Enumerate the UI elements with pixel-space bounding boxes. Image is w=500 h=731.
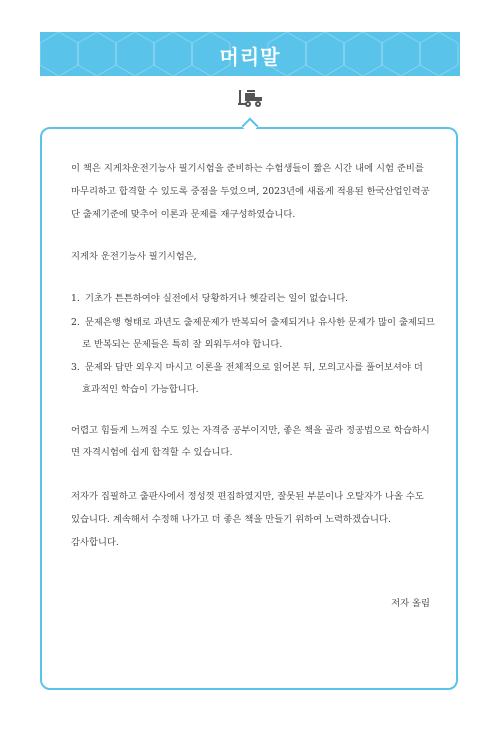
intro-line: 단 출제기준에 맞추어 이론과 문제를 재구성하였습니다. bbox=[71, 209, 296, 220]
intro-line: 이 책은 지게차운전기능사 필기시험을 준비하는 수험생들이 짧은 시간 내에 시험 준비를 bbox=[71, 163, 424, 174]
list-text: 문제와 답만 외우지 마시고 이론을 전체적으로 읽어본 뒤, 모의고사를 풀어보셔야 더 bbox=[84, 362, 423, 373]
list-item bbox=[71, 356, 423, 379]
list-number: 3. bbox=[71, 362, 80, 373]
list-text: 효과적인 학습이 가능합니다. bbox=[82, 384, 199, 395]
advice-line: 어렵고 힘들게 느껴질 수도 있는 자격증 공부이지만, 좋은 책을 골라 정공법으로 학습하시 bbox=[71, 425, 430, 436]
page-title: 머리말 bbox=[219, 45, 281, 69]
list-text: 로 반복되는 문제들은 특히 잘 외워두셔야 합니다. bbox=[82, 339, 283, 350]
section-heading: 지게차 운전기능사 필기시험은, bbox=[71, 251, 197, 262]
list-item-continuation bbox=[71, 378, 199, 401]
closing-line: 있습니다. 계속해서 수정해 나가고 더 좋은 책을 만들기 위하여 노력하겠습니다. bbox=[71, 514, 391, 525]
closing-line: 저자가 집필하고 출판사에서 정성껏 편집하였지만, 잘못된 부분이나 오탈자가 나올 수도 bbox=[71, 491, 424, 502]
list-text: 기초가 튼튼하여야 실전에서 당황하거나 헷갈리는 일이 없습니다. bbox=[84, 293, 349, 304]
title-banner bbox=[40, 32, 460, 76]
list-item bbox=[71, 311, 435, 334]
forklift-icon bbox=[238, 88, 264, 108]
list-item-continuation bbox=[71, 333, 282, 356]
closing-line: 감사합니다. bbox=[71, 537, 119, 548]
list-item bbox=[71, 287, 348, 310]
advice-line: 면 자격시험에 쉽게 합격할 수 있습니다. bbox=[71, 447, 233, 458]
intro-line: 마무리하고 합격할 수 있도록 중점을 두었으며, 2023년에 새롭게 적용된 한국산업인력공 bbox=[71, 186, 430, 197]
list-text: 문제은행 형태로 과년도 출제문제가 반복되어 출제되거나 유사한 문제가 많이 출제되므 bbox=[84, 317, 435, 328]
list-number: 1. bbox=[71, 293, 80, 304]
author-signature: 저자 올림 bbox=[391, 598, 430, 609]
list-number: 2. bbox=[71, 317, 80, 328]
